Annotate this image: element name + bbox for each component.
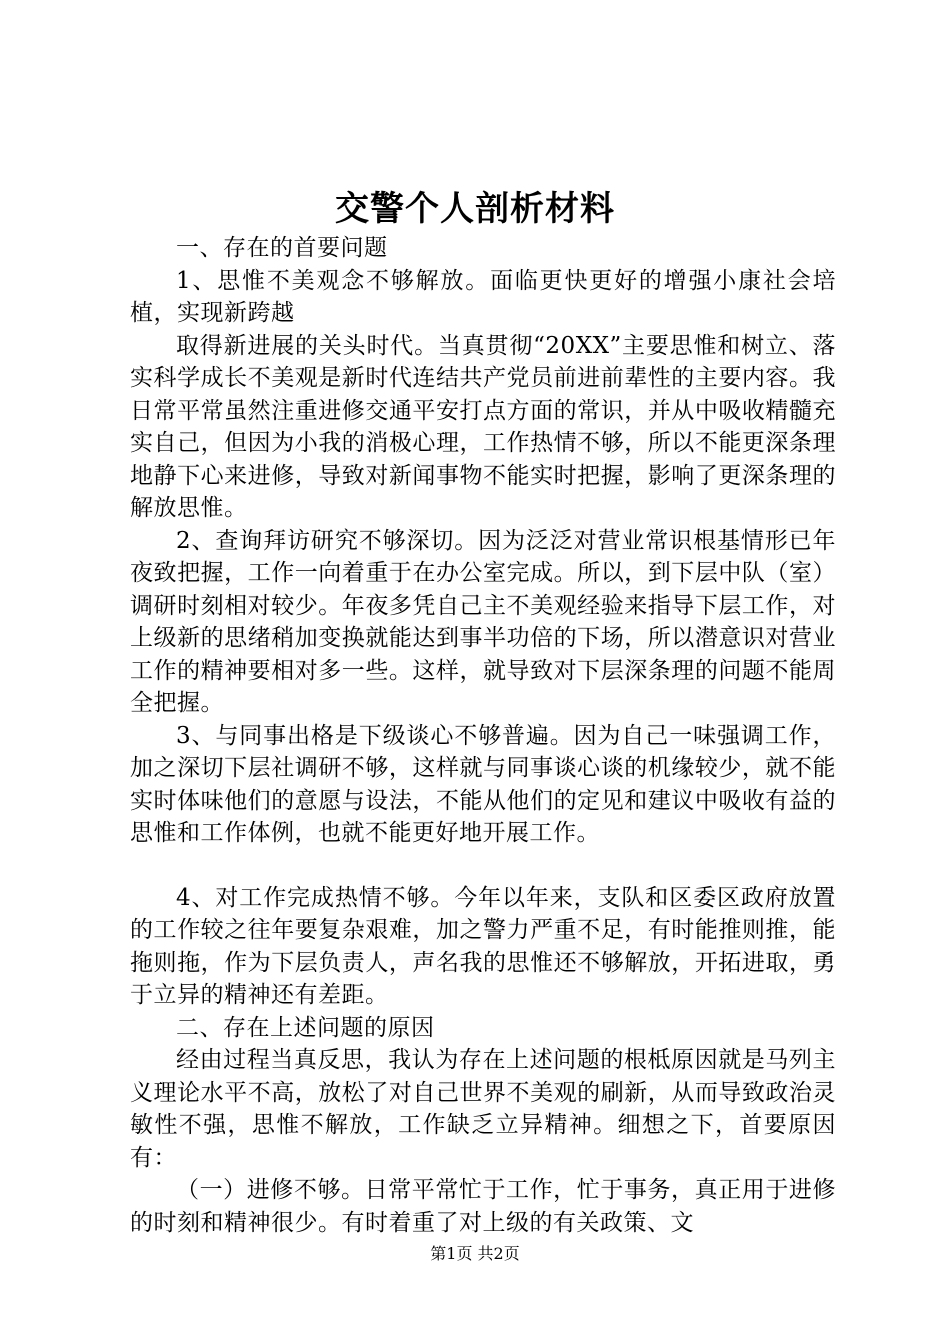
section-heading-1: 一、存在的首要问题 (176, 235, 388, 261)
paragraph-reflection: 经由过程当真反思，我认为存在上述问题的根柢原因就是马列主义理论水平不高，放松了对自己世界不美观的刷新，从而导致政治灵敏性不强，思惟不解放，工作缺乏立异精神。细想之下，首要原因有： (130, 1047, 836, 1171)
section-heading-2: 二、存在上述问题的原因 (176, 1014, 435, 1041)
paragraph-item-3: 3、与同事出格是下级谈心不够普遍。因为自己一味强调工作，加之深切下层社调研不够，这样就与同事谈心谈的机缘较少，就不能实时体味他们的意愿与设法，不能从他们的定见和建议中吸收有益的思惟和工作体例，也就不能更好地开展工作。 (130, 722, 836, 846)
document-title: 交警个人剖析材料 (335, 189, 615, 229)
paragraph-item-1-continued: 取得新进展的关头时代。当真贯彻“20XX”主要思惟和树立、落实科学成长不美观是新时代连结共产党员前进前辈性的主要内容。我日常平常虽然注重进修交通平安打点方面的常识，并从中吸收精髓充实自己，但因为小我的消极心理，工作热情不够，所以不能更深条理地静下心来进修，导致对新闻事物不能实时把握，影响了更深条理的解放思惟。 (130, 332, 836, 521)
page-number-footer: 第1页 共2页 (430, 1244, 520, 1263)
document-body (130, 232, 836, 1239)
paragraph-item-1: 1、思惟不美观念不够解放。面临更快更好的增强小康社会培植，实现新跨越 (130, 267, 836, 326)
paragraph-item-4: 4、对工作完成热情不够。今年以年来，支队和区委区政府放置的工作较之往年要复杂艰难，加之警力严重不足，有时能推则推，能拖则拖，作为下层负责人，声名我的思惟还不够解放，开拓进取，勇于立异的精神还有差距。 (130, 884, 836, 1008)
paragraph-item-2: 2、查询拜访研究不够深切。因为泛泛对营业常识根基情形已年夜致把握，工作一向着重于在办公室完成。所以，到下层中队（室）调研时刻相对较少。年夜多凭自己主不美观经验来指导下层工作，对上级新的思绪稍加变换就能达到事半功倍的下场，所以潜意识对营业工作的精神要相对多一些。这样，就导致对下层深条理的问题不能周全把握。 (130, 527, 836, 716)
paragraph-reason-1: （一）进修不够。日常平常忙于工作，忙于事务，真正用于进修的时刻和精神很少。有时着重了对上级的有关政策、文 (130, 1177, 836, 1236)
